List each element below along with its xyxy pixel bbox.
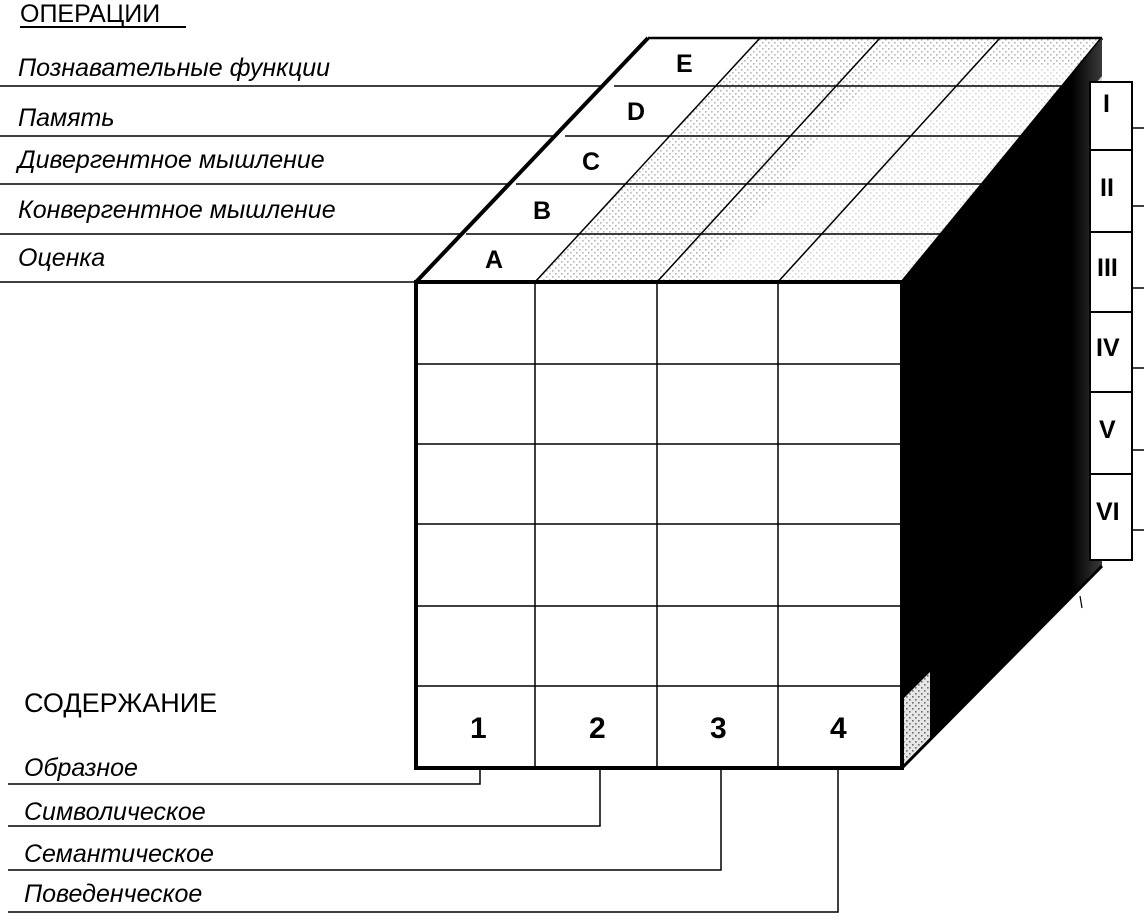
product-label-iii: III xyxy=(1097,254,1118,282)
content-number-2: 2 xyxy=(589,712,606,745)
content-number-3: 3 xyxy=(710,712,727,745)
operation-letter-d: D xyxy=(627,98,646,126)
cube-front-face xyxy=(416,282,902,768)
operations-title: ОПЕРАЦИИ xyxy=(20,0,161,28)
operation-label-a: Оценка xyxy=(18,244,106,272)
product-label-vi: VI xyxy=(1096,498,1120,526)
operation-label-d: Память xyxy=(18,104,115,132)
product-label-i: I xyxy=(1103,90,1110,118)
content-list xyxy=(8,754,838,912)
operation-label-b: Конвергентное мышление xyxy=(18,196,336,224)
products-column xyxy=(1080,82,1144,608)
product-label-ii: II xyxy=(1100,174,1114,202)
content-number-1: 1 xyxy=(470,712,487,745)
operation-label-e: Познавательные функции xyxy=(18,54,331,82)
content-title: СОДЕРЖАНИЕ xyxy=(24,688,218,718)
content-label-3: Семантическое xyxy=(24,840,214,868)
operation-label-c: Дивергентное мышление xyxy=(18,146,325,174)
content-number-4: 4 xyxy=(830,712,847,745)
product-label-v: V xyxy=(1099,416,1116,444)
operation-letter-e: E xyxy=(676,50,693,78)
content-label-4: Поведенческое xyxy=(24,880,203,908)
operation-letter-a: A xyxy=(485,246,504,274)
operation-letter-c: C xyxy=(582,148,601,176)
content-label-1: Образное xyxy=(24,754,138,782)
product-label-iv: IV xyxy=(1096,334,1120,362)
content-label-2: Символическое xyxy=(24,798,206,826)
operation-letter-b: B xyxy=(533,197,552,225)
